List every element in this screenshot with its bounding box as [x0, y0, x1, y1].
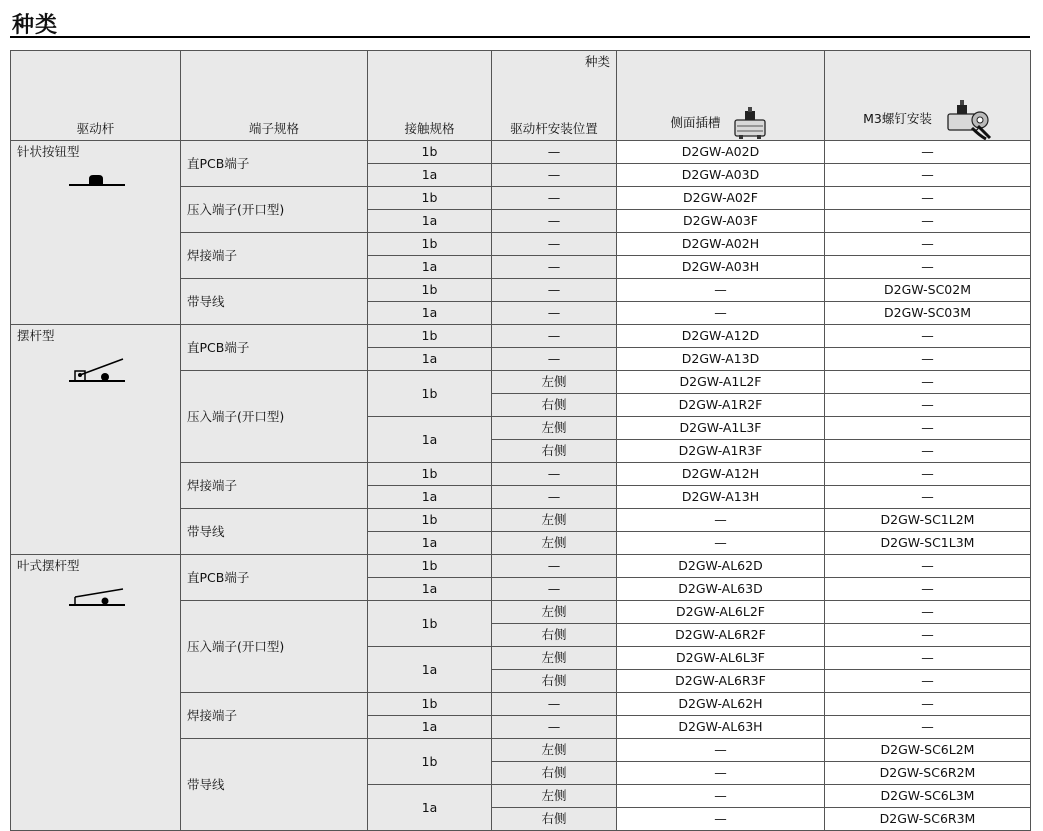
- contact-cell: 1b: [368, 371, 492, 417]
- mount-position-cell: —: [492, 716, 617, 739]
- m3-screw-model-cell: D2GW-SC1L3M: [825, 532, 1031, 555]
- contact-cell: 1a: [368, 785, 492, 831]
- contact-cell: 1a: [368, 647, 492, 693]
- leaf-lever-icon: [67, 587, 127, 607]
- contact-cell: 1b: [368, 325, 492, 348]
- side-slot-model-cell: —: [617, 762, 825, 785]
- mount-position-cell: —: [492, 578, 617, 601]
- contact-cell: 1a: [368, 348, 492, 371]
- side-slot-model-cell: D2GW-A03H: [617, 256, 825, 279]
- mount-position-cell: 右侧: [492, 440, 617, 463]
- m3-screw-model-cell: D2GW-SC03M: [825, 302, 1031, 325]
- m3-screw-model-cell: —: [825, 578, 1031, 601]
- contact-cell: 1a: [368, 164, 492, 187]
- m3-screw-model-cell: D2GW-SC02M: [825, 279, 1031, 302]
- mount-position-cell: —: [492, 302, 617, 325]
- lever-name: 针状按钮型: [17, 144, 80, 159]
- contact-cell: 1b: [368, 463, 492, 486]
- contact-cell: 1a: [368, 578, 492, 601]
- terminal-cell: 焊接端子: [181, 693, 368, 739]
- contact-cell: 1b: [368, 187, 492, 210]
- m3-screw-model-cell: D2GW-SC6R3M: [825, 808, 1031, 831]
- m3-screw-switch-icon: [942, 98, 992, 140]
- m3-screw-model-cell: —: [825, 440, 1031, 463]
- header-terminal: 端子规格: [181, 51, 368, 141]
- header-m3-screw-label: M3螺钉安装: [863, 111, 932, 127]
- terminal-cell: 直PCB端子: [181, 555, 368, 601]
- mount-position-cell: —: [492, 348, 617, 371]
- mount-position-cell: —: [492, 187, 617, 210]
- mount-position-cell: —: [492, 555, 617, 578]
- header-mount-label: 驱动杆安装位置: [510, 121, 598, 137]
- terminal-cell: 压入端子(开口型): [181, 187, 368, 233]
- page-title: 种类: [12, 13, 59, 38]
- mount-position-cell: —: [492, 256, 617, 279]
- m3-screw-model-cell: —: [825, 394, 1031, 417]
- table-row: [11, 555, 1031, 578]
- side-slot-model-cell: D2GW-A1L3F: [617, 417, 825, 440]
- header-mount-position: [492, 51, 617, 141]
- product-type-table: [10, 50, 1031, 831]
- header-side-slot: [617, 51, 825, 141]
- mount-position-cell: —: [492, 210, 617, 233]
- terminal-cell: 带导线: [181, 509, 368, 555]
- mount-position-cell: —: [492, 164, 617, 187]
- mount-position-cell: 左侧: [492, 739, 617, 762]
- side-slot-model-cell: —: [617, 739, 825, 762]
- mount-position-cell: —: [492, 279, 617, 302]
- lever-cell-hinge-lever: [11, 325, 181, 555]
- side-slot-model-cell: D2GW-A13D: [617, 348, 825, 371]
- side-slot-model-cell: —: [617, 532, 825, 555]
- m3-screw-model-cell: D2GW-SC6R2M: [825, 762, 1031, 785]
- side-slot-model-cell: —: [617, 785, 825, 808]
- contact-cell: 1a: [368, 302, 492, 325]
- table-row: [11, 325, 1031, 348]
- lever-cell-pin-plunger: [11, 141, 181, 325]
- side-slot-model-cell: D2GW-AL6R3F: [617, 670, 825, 693]
- m3-screw-model-cell: —: [825, 187, 1031, 210]
- m3-screw-model-cell: —: [825, 463, 1031, 486]
- m3-screw-model-cell: —: [825, 348, 1031, 371]
- header-lever: 驱动杆: [11, 51, 181, 141]
- mount-position-cell: —: [492, 233, 617, 256]
- m3-screw-model-cell: —: [825, 624, 1031, 647]
- side-slot-model-cell: D2GW-A02H: [617, 233, 825, 256]
- m3-screw-model-cell: —: [825, 670, 1031, 693]
- terminal-cell: 压入端子(开口型): [181, 371, 368, 463]
- side-slot-model-cell: —: [617, 808, 825, 831]
- title-divider: [10, 36, 1030, 38]
- side-slot-model-cell: D2GW-A12D: [617, 325, 825, 348]
- m3-screw-model-cell: —: [825, 325, 1031, 348]
- contact-cell: 1b: [368, 233, 492, 256]
- mount-position-cell: 右侧: [492, 394, 617, 417]
- side-slot-model-cell: D2GW-A12H: [617, 463, 825, 486]
- lever-name: 摆杆型: [17, 328, 55, 343]
- mount-position-cell: —: [492, 693, 617, 716]
- m3-screw-model-cell: —: [825, 486, 1031, 509]
- contact-cell: 1b: [368, 555, 492, 578]
- mount-position-cell: 左侧: [492, 601, 617, 624]
- contact-cell: 1b: [368, 601, 492, 647]
- header-m3-screw: [825, 51, 1031, 141]
- contact-cell: 1a: [368, 716, 492, 739]
- side-slot-model-cell: D2GW-A1L2F: [617, 371, 825, 394]
- contact-cell: 1b: [368, 141, 492, 164]
- m3-screw-model-cell: —: [825, 647, 1031, 670]
- side-slot-model-cell: D2GW-AL6L3F: [617, 647, 825, 670]
- hinge-lever-icon: [67, 357, 127, 383]
- header-contact: 接触规格: [368, 51, 492, 141]
- m3-screw-model-cell: —: [825, 256, 1031, 279]
- m3-screw-model-cell: D2GW-SC6L2M: [825, 739, 1031, 762]
- contact-cell: 1a: [368, 532, 492, 555]
- side-slot-model-cell: D2GW-AL63D: [617, 578, 825, 601]
- side-slot-model-cell: —: [617, 302, 825, 325]
- m3-screw-model-cell: —: [825, 233, 1031, 256]
- contact-cell: 1a: [368, 417, 492, 463]
- mount-position-cell: 左侧: [492, 647, 617, 670]
- contact-cell: 1b: [368, 739, 492, 785]
- contact-cell: 1b: [368, 693, 492, 716]
- contact-cell: 1a: [368, 486, 492, 509]
- mount-position-cell: 左侧: [492, 371, 617, 394]
- contact-cell: 1b: [368, 279, 492, 302]
- side-slot-model-cell: D2GW-A03F: [617, 210, 825, 233]
- table-row: [11, 141, 1031, 164]
- terminal-cell: 直PCB端子: [181, 141, 368, 187]
- side-slot-model-cell: D2GW-A1R2F: [617, 394, 825, 417]
- side-slot-model-cell: D2GW-AL62D: [617, 555, 825, 578]
- side-slot-model-cell: D2GW-A1R3F: [617, 440, 825, 463]
- terminal-cell: 带导线: [181, 739, 368, 831]
- m3-screw-model-cell: —: [825, 555, 1031, 578]
- side-slot-model-cell: —: [617, 509, 825, 532]
- terminal-cell: 压入端子(开口型): [181, 601, 368, 693]
- mount-position-cell: 左侧: [492, 532, 617, 555]
- side-slot-model-cell: D2GW-AL62H: [617, 693, 825, 716]
- side-slot-model-cell: D2GW-A03D: [617, 164, 825, 187]
- mount-position-cell: —: [492, 463, 617, 486]
- side-slot-model-cell: D2GW-A02F: [617, 187, 825, 210]
- mount-position-cell: 右侧: [492, 670, 617, 693]
- side-slot-model-cell: D2GW-AL63H: [617, 716, 825, 739]
- m3-screw-model-cell: —: [825, 141, 1031, 164]
- contact-cell: 1a: [368, 210, 492, 233]
- contact-cell: 1a: [368, 256, 492, 279]
- side-slot-model-cell: D2GW-A13H: [617, 486, 825, 509]
- side-slot-switch-icon: [731, 106, 771, 140]
- side-slot-model-cell: D2GW-A02D: [617, 141, 825, 164]
- mount-position-cell: —: [492, 141, 617, 164]
- mount-position-cell: 右侧: [492, 624, 617, 647]
- mount-position-cell: 左侧: [492, 785, 617, 808]
- side-slot-model-cell: D2GW-AL6R2F: [617, 624, 825, 647]
- m3-screw-model-cell: —: [825, 164, 1031, 187]
- mount-position-cell: —: [492, 325, 617, 348]
- m3-screw-model-cell: D2GW-SC6L3M: [825, 785, 1031, 808]
- mount-position-cell: —: [492, 486, 617, 509]
- pin-plunger-icon: [67, 173, 127, 187]
- m3-screw-model-cell: —: [825, 716, 1031, 739]
- m3-screw-model-cell: —: [825, 210, 1031, 233]
- m3-screw-model-cell: —: [825, 693, 1031, 716]
- m3-screw-model-cell: —: [825, 371, 1031, 394]
- side-slot-model-cell: —: [617, 279, 825, 302]
- side-slot-model-cell: D2GW-AL6L2F: [617, 601, 825, 624]
- terminal-cell: 焊接端子: [181, 233, 368, 279]
- mount-position-cell: 右侧: [492, 808, 617, 831]
- terminal-cell: 带导线: [181, 279, 368, 325]
- terminal-cell: 焊接端子: [181, 463, 368, 509]
- contact-cell: 1b: [368, 509, 492, 532]
- header-kind: 种类: [584, 54, 610, 69]
- lever-cell-leaf-lever: [11, 555, 181, 831]
- m3-screw-model-cell: —: [825, 601, 1031, 624]
- terminal-cell: 直PCB端子: [181, 325, 368, 371]
- lever-name: 叶式摆杆型: [17, 558, 80, 573]
- m3-screw-model-cell: D2GW-SC1L2M: [825, 509, 1031, 532]
- table-header-row: [11, 51, 1031, 141]
- mount-position-cell: 左侧: [492, 417, 617, 440]
- mount-position-cell: 左侧: [492, 509, 617, 532]
- m3-screw-model-cell: —: [825, 417, 1031, 440]
- mount-position-cell: 右侧: [492, 762, 617, 785]
- header-side-slot-label: 侧面插槽: [670, 115, 721, 131]
